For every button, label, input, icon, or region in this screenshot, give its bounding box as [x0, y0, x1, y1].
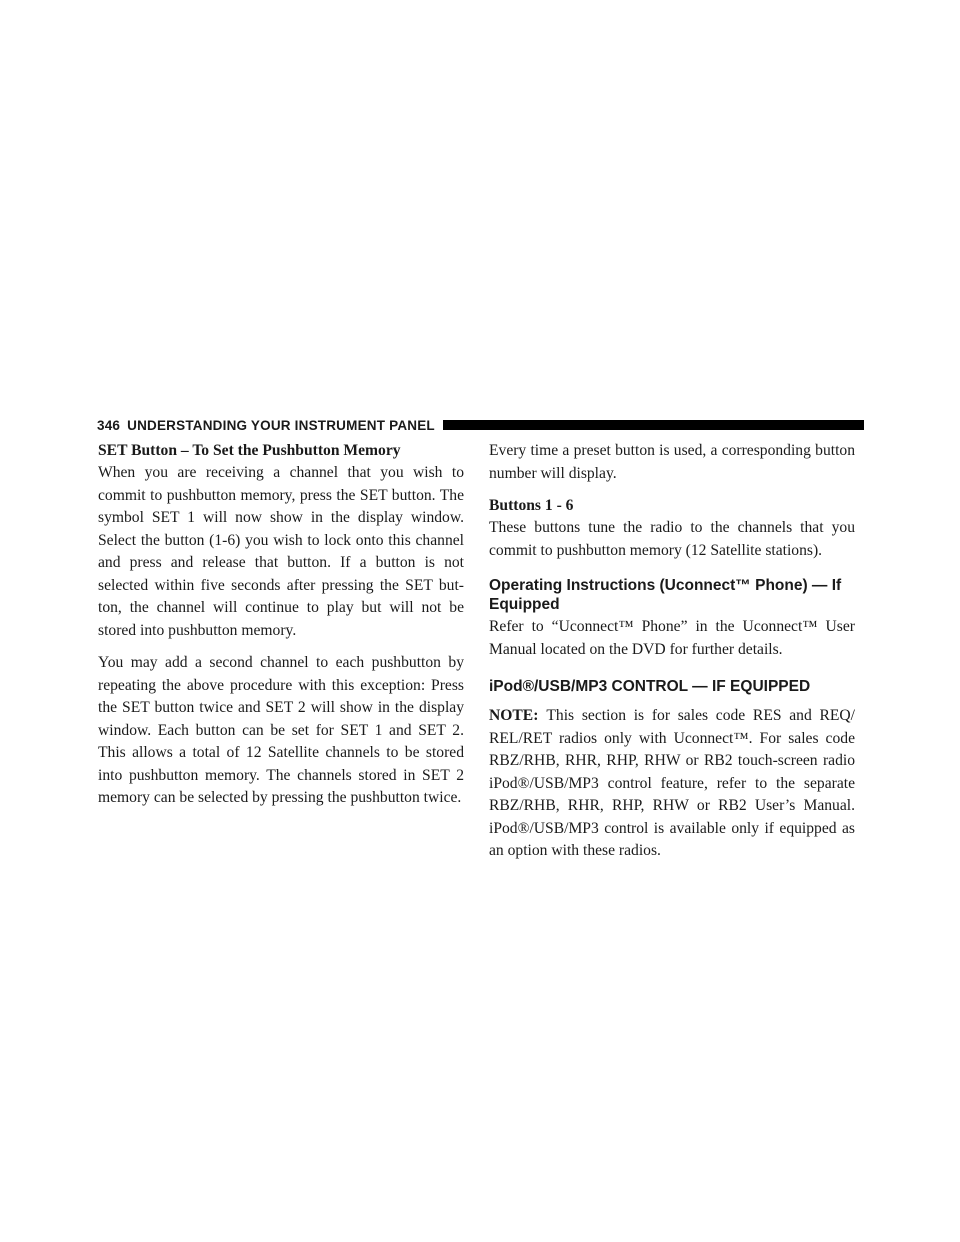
ipod-heading: iPod®/USB/MP3 CONTROL — IF EQUIPPED — [489, 678, 811, 695]
set-button-heading: SET Button – To Set the Pushbutton Memory — [98, 442, 401, 459]
note-label: NOTE: — [489, 707, 539, 724]
buttons-heading: Buttons 1 - 6 — [489, 497, 574, 514]
left-column — [98, 440, 464, 810]
note-text: This section is for sales code RES and REQ/ REL/RET radios only with Uconnect™. For sales code RBZ/RHB, RHR, RHP, RHW or RB2 touch-screen radio iPod®/USB/MP3 control feature, refer to the separate RBZ/RHB, RHR, RHP, RHW or RB2 User’s Manual. iPod®/USB/MP3 control is available only if equipped as an option with these radios. — [489, 707, 855, 859]
note-paragraph — [489, 705, 855, 863]
right-column — [489, 440, 855, 863]
page-header — [97, 417, 864, 433]
preset-paragraph: Every time a preset button is used, a corresponding button number will display. — [489, 442, 855, 482]
uconnect-paragraph: Refer to “Uconnect™ Phone” in the Uconnect™ User Manual located on the DVD for further details. — [489, 618, 855, 658]
set-button-paragraph-1: When you are receiving a channel that you wish to commit to pushbutton memory, press the SET button. The symbol SET 1 will now show in the display window. Select the button (1-6) you wish to lock onto this channel and press and release that button. If a button is not selected within five seconds after pressing the SET but-ton, the channel will continue to play but will not be stored into pushbutton memory. — [98, 464, 464, 639]
uconnect-heading: Operating Instructions (Uconnect™ Phone) — If Equipped — [489, 577, 842, 613]
set-button-paragraph-2: You may add a second channel to each pushbutton by repeating the above procedure with this exception: Press the SET button twice and SET 2 will show in the display window. Each button can be set for SET 1 and SET 2. This allows a total of 12 Satellite channels to be stored into pushbutton memory. The channels stored in SET 2 memory can be selected by pressing the pushbutton twice. — [98, 654, 464, 806]
header-rule — [443, 420, 864, 430]
page-number: 346 — [97, 417, 121, 433]
buttons-paragraph: These buttons tune the radio to the channels that you commit to pushbutton memory (12 Satellite stations). — [489, 519, 855, 559]
section-title: UNDERSTANDING YOUR INSTRUMENT PANEL — [127, 417, 435, 433]
